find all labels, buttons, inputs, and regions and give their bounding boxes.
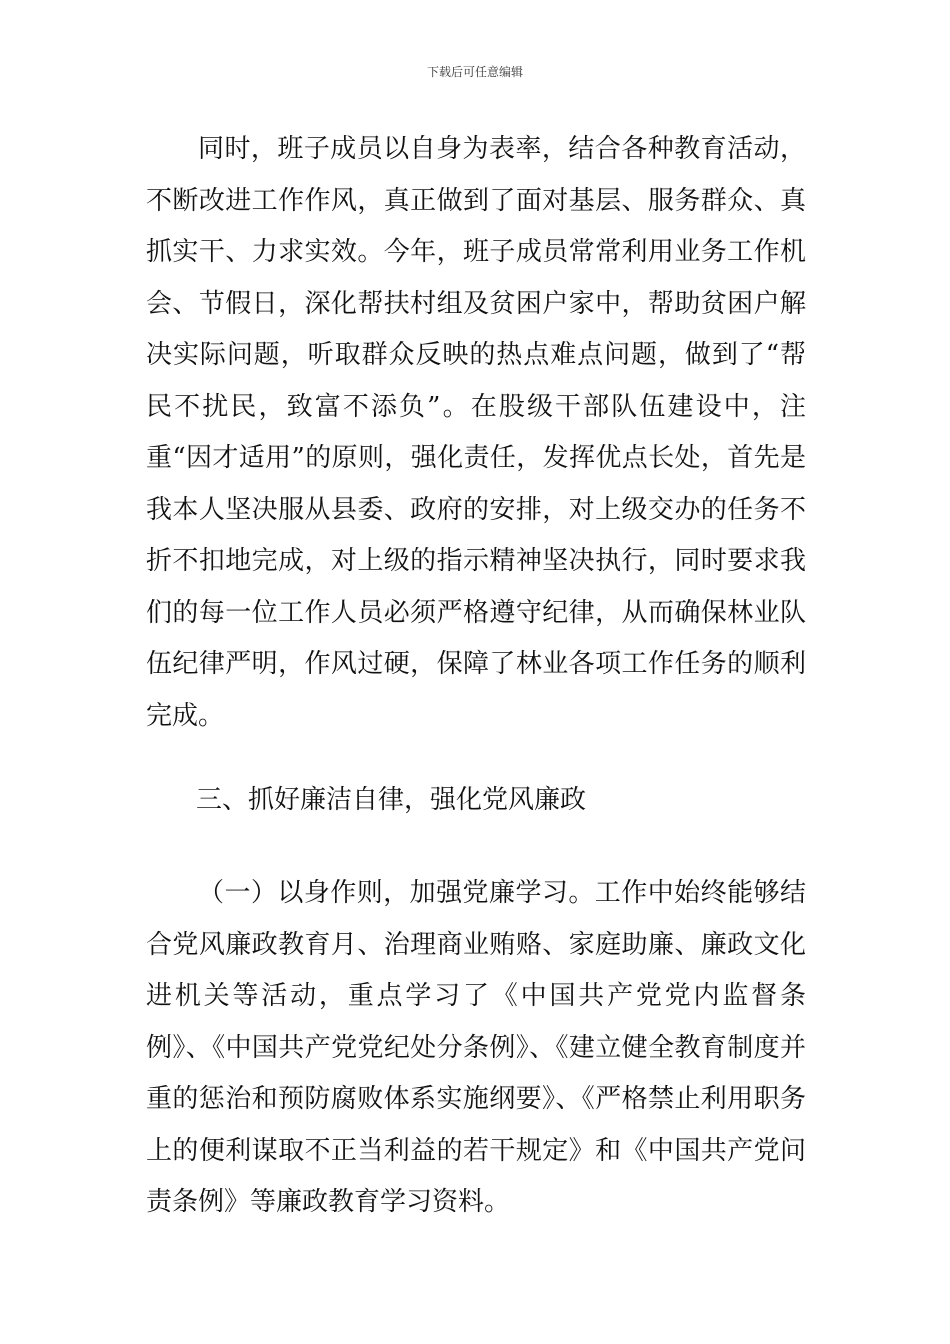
body-paragraph-work-style: 同时，班子成员以自身为表率，结合各种教育活动，不断改进工作作风，真正做到了面对基层、服务群众、真抓实干、力求实效。今年，班子成员常常利用业务工作机会、节假日，深化帮扶村组及贫困户家中，帮助贫困户解决实际问题，听取群众反映的热点难点问题，做到了“帮民不扰民，致富不添负”。在股级干部队伍建设中，注重“因才适用”的原则，强化责任，发挥优点长处，首先是我本人坚决服从县委、政府的安排，对上级交办的任务不折不扣地完成，对上级的指示精神坚决执行，同时要求我们的每一位工作人员必须严格遵守纪律，从而确保林业队伍纪律严明，作风过硬，保障了林业各项工作任务的顺利完成。 bbox=[146, 134, 806, 731]
body-paragraph-party-study: （一）以身作则，加强党廉学习。工作中始终能够结合党风廉政教育月、治理商业贿赂、家庭助廉、廉政文化进机关等活动，重点学习了《中国共产党党内监督条例》、《中国共产党党纪处分条例》、《建立健全教育制度并重的惩治和预防腐败体系实施纲要》、《严格禁止利用职务上的便利谋取不正当利益的若干规定》和《中国共产党问责条例》等廉政教育学习资料。 bbox=[146, 878, 806, 1217]
section-heading: 三、抓好廉洁自律，强化党风廉政 bbox=[196, 785, 587, 815]
page-header-note: 下载后可任意编辑 bbox=[426, 65, 523, 79]
